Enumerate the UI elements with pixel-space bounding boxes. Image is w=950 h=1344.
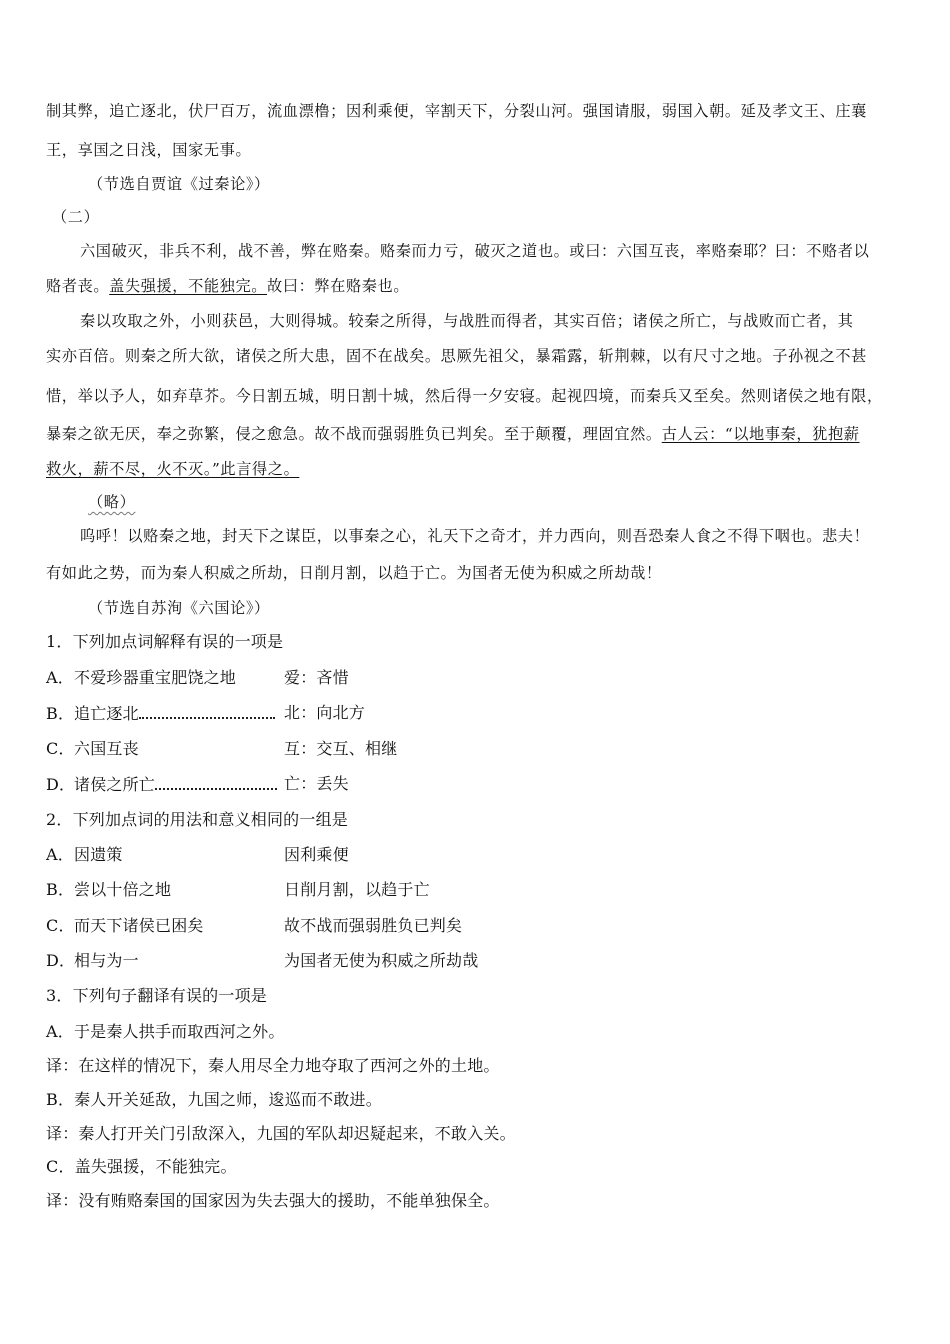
option-label: C． — [46, 916, 75, 935]
option-label: D． — [46, 775, 76, 794]
option-word: 追亡逐北 — [74, 704, 139, 723]
dotted-leader — [139, 703, 275, 719]
option-left: 尝以十倍之地 — [74, 880, 172, 899]
option-label: A． — [46, 845, 74, 864]
passage2-p2-line-5 — [46, 459, 299, 479]
q3-stem: 3．下列句子翻译有误的一项是 — [46, 986, 267, 1005]
q2-option-a-right: 因利乘便 — [284, 845, 349, 864]
text-fragment: 暴秦之欲无厌，奉之弥繁，侵之愈急。故不战而强弱胜负已判矣。至于颠覆，理固宜然。 — [46, 425, 662, 443]
passage2-p2-line-2: 实亦百倍。则秦之所大欲，诸侯之所大患，固不在战矣。思厥先祖父，暴霜露，斩荆棘，以有尺寸之地。子孙视之不甚 — [46, 347, 867, 365]
text-fragment: 故曰：弊在赂秦也。 — [267, 277, 410, 295]
q1-option-a-gloss: 爱：吝惜 — [284, 668, 349, 687]
q3-translation-c: 译：没有贿赂秦国的国家因为失去强大的援助，不能单独保全。 — [46, 1191, 500, 1210]
q2-option-c — [46, 916, 204, 936]
q2-option-b-right: 日削月割，以趋于亡 — [284, 880, 430, 899]
dotted-leader — [155, 774, 277, 790]
passage1-line-1: 制其弊，追亡逐北，伏尸百万，流血漂橹；因利乘便，宰割天下，分裂山河。强国请服，弱国入朝。延及孝文王、庄襄 — [46, 102, 867, 120]
passage2-p3-line-1: 呜呼！以赂秦之地，封天下之谋臣，以事秦之心，礼天下之奇才，并力西向，则吾恐秦人食之不得下咽也。悲夫！ — [80, 527, 870, 545]
option-word: 不爱珍器重宝肥饶之地 — [74, 668, 237, 687]
option-left: 而天下诸侯已困矣 — [74, 916, 204, 935]
q1-option-a — [46, 668, 236, 688]
q2-option-c-right: 故不战而强弱胜负已判矣 — [284, 916, 463, 935]
option-word: 诸侯之所亡 — [74, 775, 156, 794]
q1-option-b-gloss: 北：向北方 — [284, 703, 366, 722]
q2-option-d — [46, 951, 139, 971]
passage2-p1-line-1: 六国破灭，非兵不利，战不善，弊在赂秦。赂秦而力亏，破灭之道也。或曰：六国互丧，率赂秦耶？曰：不赂者以 — [80, 242, 870, 260]
q3-option-c: C．盖失强援，不能独完。 — [46, 1157, 237, 1176]
q1-option-b — [46, 703, 275, 724]
q2-option-a — [46, 845, 123, 865]
passage2-p1-line-2 — [46, 276, 409, 296]
passage2-p2-line-4 — [46, 424, 860, 444]
text-fragment: 赂者丧。 — [46, 277, 110, 295]
underlined-quote: 古人云：“以地事秦，犹抱薪 — [661, 425, 860, 443]
q1-option-c-gloss: 互：交互、相继 — [284, 739, 398, 758]
q2-option-d-right: 为国者无使为积威之所劫哉 — [284, 951, 479, 970]
q1-option-d — [46, 774, 277, 795]
passage2-p3-line-2: 有如此之势，而为秦人积威之所劫，日削月割，以趋于亡。为国者无使为积威之所劫哉！ — [46, 564, 662, 582]
passage2-p2-line-1: 秦以攻取之外，小则获邑，大则得城。较秦之所得，与战胜而得者，其实百倍；诸侯之所亡，与战败而亡者，其 — [80, 312, 854, 330]
option-label: D． — [46, 951, 76, 970]
q3-option-b: B．秦人开关延敌，九国之师，逡巡而不敢进。 — [46, 1090, 382, 1109]
q1-option-c — [46, 739, 139, 759]
option-left: 相与为一 — [74, 951, 139, 970]
option-label: B． — [46, 704, 75, 723]
q3-translation-a: 译：在这样的情况下，秦人用尽全力地夺取了西河之外的土地。 — [46, 1056, 500, 1075]
passage1-line-2: 王，享国之日浅，国家无事。 — [46, 141, 252, 159]
omitted-text: （略） — [88, 493, 136, 511]
passage1-source: （节选自贾谊《过秦论》） — [88, 175, 270, 193]
option-label: C． — [46, 739, 75, 758]
section-2-label: （二） — [52, 208, 100, 226]
option-word: 六国互丧 — [74, 739, 139, 758]
option-label: B． — [46, 880, 75, 899]
passage2-source: （节选自苏洵《六国论》） — [88, 599, 270, 617]
q3-option-a: A．于是秦人拱手而取西河之外。 — [46, 1022, 285, 1041]
q3-translation-b: 译：秦人打开关门引敌深入，九国的军队却迟疑起来，不敢入关。 — [46, 1124, 516, 1143]
q2-option-b — [46, 880, 171, 900]
underlined-quote-end: 救火，薪不尽，火不灭。”此言得之。 — [46, 460, 300, 478]
omitted-marker — [88, 492, 135, 512]
q2-stem: 2．下列加点词的用法和意义相同的一组是 — [46, 810, 348, 829]
option-label: A． — [46, 668, 74, 687]
q1-stem: 1．下列加点词解释有误的一项是 — [46, 632, 284, 651]
underlined-sentence: 盖失强援，不能独完。 — [109, 277, 268, 295]
passage2-p2-line-3: 惜，举以予人，如弃草芥。今日割五城，明日割十城，然后得一夕安寝。起视四境，而秦兵又至矣。然则诸侯之地有限， — [46, 387, 883, 405]
q1-option-d-gloss: 亡：丢失 — [284, 774, 349, 793]
option-left: 因遗策 — [74, 845, 123, 864]
